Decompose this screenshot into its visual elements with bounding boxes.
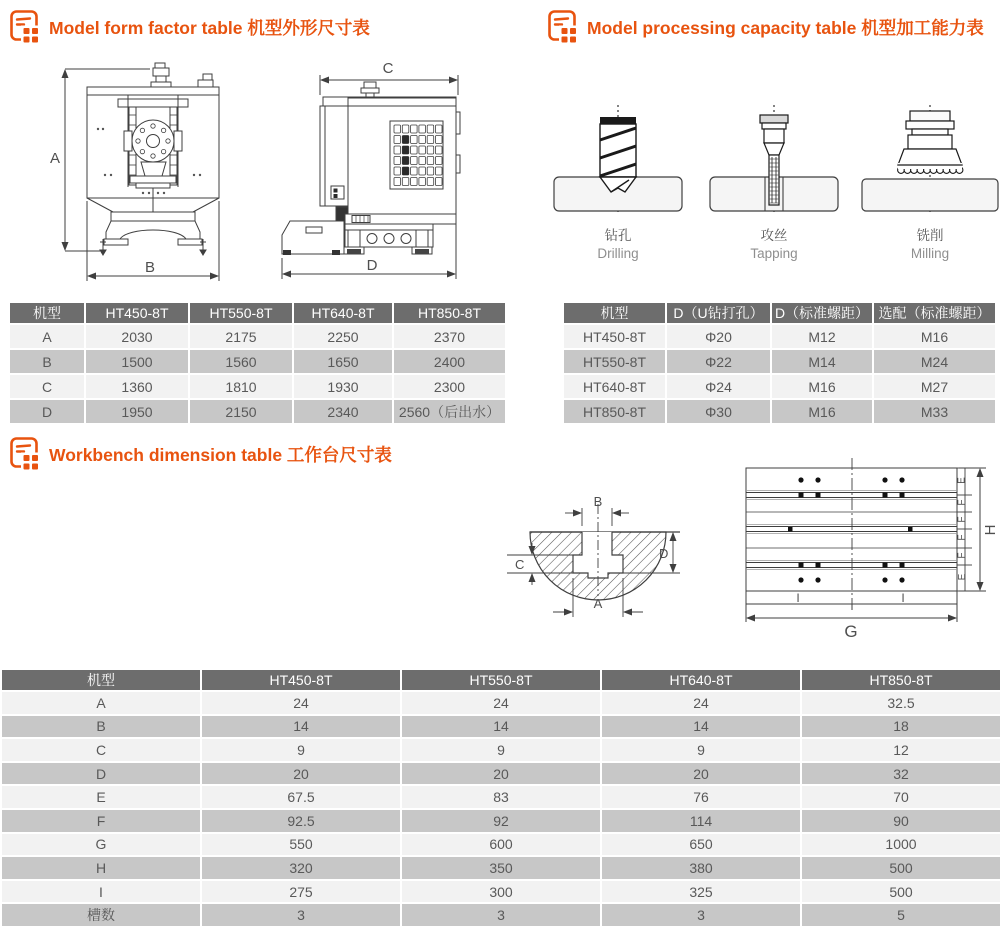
column-header: 机型 xyxy=(9,302,85,324)
column-header: HT850-8T xyxy=(393,302,506,324)
table-cell: 3 xyxy=(201,903,401,927)
table-cell: 550 xyxy=(201,833,401,857)
table-cell: A xyxy=(9,324,85,349)
process-label-zh: 钻孔 xyxy=(604,228,632,243)
process-label-zh: 铣削 xyxy=(916,228,944,243)
milling-item xyxy=(860,103,1000,261)
table-cell: 14 xyxy=(201,715,401,739)
column-header: D（标准螺距） xyxy=(771,302,873,324)
table-cell: 1930 xyxy=(293,374,393,399)
table-cell: 槽数 xyxy=(1,903,201,927)
table-row xyxy=(9,324,506,349)
table-cell: 1810 xyxy=(189,374,293,399)
chain-label: F xyxy=(956,552,968,559)
table-cell: 1000 xyxy=(801,833,1000,857)
process-label-en: Tapping xyxy=(750,246,798,261)
tslot-label-a: A xyxy=(593,596,603,611)
table-cell: M16 xyxy=(771,399,873,424)
table-cell: 2300 xyxy=(393,374,506,399)
process-label-zh: 攻丝 xyxy=(760,228,788,243)
table-cell: B xyxy=(9,349,85,374)
column-header: 机型 xyxy=(1,669,201,691)
table-cell: HT550-8T xyxy=(563,349,666,374)
column-header: HT850-8T xyxy=(801,669,1000,691)
dim-label-a: A xyxy=(50,150,61,167)
tapping-item xyxy=(704,103,844,261)
table-row xyxy=(9,349,506,374)
topview-label-i: I xyxy=(796,591,800,605)
table-cell: 1650 xyxy=(293,349,393,374)
dim-label-b: B xyxy=(144,259,156,276)
table-cell: E xyxy=(1,785,201,809)
table-cell: M16 xyxy=(771,374,873,399)
table-row xyxy=(1,785,1000,809)
workbench-section-title xyxy=(10,437,392,470)
table-header-row xyxy=(1,669,1000,691)
tslot-label-c: C xyxy=(515,557,525,572)
table-cell: 2175 xyxy=(189,324,293,349)
table-cell: 32 xyxy=(801,762,1000,786)
table-cell: 24 xyxy=(201,691,401,715)
tslot-label-b: B xyxy=(593,494,603,509)
table-cell: 24 xyxy=(401,691,601,715)
topview-label-h: H xyxy=(982,524,999,536)
table-cell: 3 xyxy=(401,903,601,927)
process-illustrations xyxy=(548,103,1000,261)
table-row xyxy=(563,349,996,374)
table-cell: 320 xyxy=(201,856,401,880)
table-cell: 1560 xyxy=(189,349,293,374)
table-cell: 90 xyxy=(801,809,1000,833)
table-cell: M12 xyxy=(771,324,873,349)
column-header: HT550-8T xyxy=(189,302,293,324)
topview-label-i: I xyxy=(901,591,905,605)
section-title-text: Model processing capacity table 机型加工能力表 xyxy=(587,18,984,38)
table-cell: 1360 xyxy=(85,374,189,399)
column-header: 机型 xyxy=(563,302,666,324)
table-row xyxy=(563,324,996,349)
table-cell: 20 xyxy=(601,762,801,786)
table-row xyxy=(1,833,1000,857)
tslot-label-d: D xyxy=(659,546,669,561)
table-cell: 2560（后出水） xyxy=(393,399,506,424)
section-title-text: Workbench dimension table 工作台尺寸表 xyxy=(49,445,392,465)
table-doc-icon xyxy=(548,10,578,43)
topview-label-g: G xyxy=(844,622,858,641)
table-row xyxy=(9,374,506,399)
table-cell: M14 xyxy=(771,349,873,374)
table-cell: 600 xyxy=(401,833,601,857)
table-cell: M27 xyxy=(873,374,996,399)
table-cell: 300 xyxy=(401,880,601,904)
form-factor-table xyxy=(8,301,507,425)
table-cell: 18 xyxy=(801,715,1000,739)
column-header: 选配（标准螺距） xyxy=(873,302,996,324)
column-header: HT640-8T xyxy=(601,669,801,691)
table-cell: 14 xyxy=(401,715,601,739)
dim-label-d: D xyxy=(366,257,378,274)
drilling-item xyxy=(548,103,688,261)
table-cell: 92 xyxy=(401,809,601,833)
t-slot-diagram xyxy=(495,460,695,630)
table-cell: 2370 xyxy=(393,324,506,349)
table-cell: 650 xyxy=(601,833,801,857)
table-cell: D xyxy=(9,399,85,424)
tapping-illustration xyxy=(704,103,844,215)
table-cell: C xyxy=(1,738,201,762)
table-cell: 70 xyxy=(801,785,1000,809)
table-row xyxy=(1,738,1000,762)
table-cell: 275 xyxy=(201,880,401,904)
table-cell: Φ24 xyxy=(666,374,771,399)
column-header: HT550-8T xyxy=(401,669,601,691)
process-label-en: Drilling xyxy=(597,246,639,261)
table-row xyxy=(1,691,1000,715)
table-cell: Φ30 xyxy=(666,399,771,424)
table-cell: 83 xyxy=(401,785,601,809)
table-cell: D xyxy=(1,762,201,786)
table-cell: I xyxy=(1,880,201,904)
table-cell: 1950 xyxy=(85,399,189,424)
table-cell: 14 xyxy=(601,715,801,739)
table-cell: 5 xyxy=(801,903,1000,927)
table-row xyxy=(9,399,506,424)
table-cell: HT450-8T xyxy=(563,324,666,349)
table-cell: 12 xyxy=(801,738,1000,762)
table-cell: G xyxy=(1,833,201,857)
table-cell: 2150 xyxy=(189,399,293,424)
dim-label-c: C xyxy=(382,60,394,77)
side-view-drawing xyxy=(268,55,498,295)
table-row xyxy=(563,374,996,399)
table-row xyxy=(1,903,1000,927)
table-cell: 325 xyxy=(601,880,801,904)
table-cell: 3 xyxy=(601,903,801,927)
table-cell: 2400 xyxy=(393,349,506,374)
front-view-drawing xyxy=(10,55,260,295)
table-header-row xyxy=(9,302,506,324)
table-row xyxy=(1,762,1000,786)
chain-label: F xyxy=(956,516,968,523)
chain-label: E xyxy=(956,477,968,484)
table-cell: C xyxy=(9,374,85,399)
workbench-dimension-table xyxy=(0,668,1000,928)
table-cell: M24 xyxy=(873,349,996,374)
table-cell: 114 xyxy=(601,809,801,833)
table-cell: 24 xyxy=(601,691,801,715)
table-cell: 2250 xyxy=(293,324,393,349)
table-cell: B xyxy=(1,715,201,739)
table-cell: 67.5 xyxy=(201,785,401,809)
column-header: D（U钻打孔） xyxy=(666,302,771,324)
table-cell: 2030 xyxy=(85,324,189,349)
column-header: HT450-8T xyxy=(201,669,401,691)
processing-section-title xyxy=(548,10,984,43)
worktable-top-view xyxy=(732,452,1000,657)
table-cell: HT850-8T xyxy=(563,399,666,424)
table-cell: 20 xyxy=(201,762,401,786)
table-cell: 92.5 xyxy=(201,809,401,833)
table-doc-icon xyxy=(10,437,40,470)
chain-label: E xyxy=(957,573,968,581)
table-row xyxy=(1,715,1000,739)
processing-capacity-table xyxy=(562,301,997,425)
milling-illustration xyxy=(860,103,1000,215)
column-header: HT450-8T xyxy=(85,302,189,324)
table-row xyxy=(1,809,1000,833)
drilling-illustration xyxy=(548,103,688,215)
table-cell: 2340 xyxy=(293,399,393,424)
table-cell: F xyxy=(1,809,201,833)
table-cell: M16 xyxy=(873,324,996,349)
table-row xyxy=(1,880,1000,904)
table-cell: 380 xyxy=(601,856,801,880)
table-cell: 9 xyxy=(601,738,801,762)
table-cell: 32.5 xyxy=(801,691,1000,715)
table-cell: HT640-8T xyxy=(563,374,666,399)
table-cell: M33 xyxy=(873,399,996,424)
table-cell: 1500 xyxy=(85,349,189,374)
table-cell: 9 xyxy=(401,738,601,762)
table-header-row xyxy=(563,302,996,324)
column-header: HT640-8T xyxy=(293,302,393,324)
section-title-text: Model form factor table 机型外形尺寸表 xyxy=(49,18,370,38)
table-cell: Φ22 xyxy=(666,349,771,374)
table-cell: 9 xyxy=(201,738,401,762)
table-cell: 76 xyxy=(601,785,801,809)
table-row xyxy=(563,399,996,424)
table-cell: Φ20 xyxy=(666,324,771,349)
process-label-en: Milling xyxy=(910,246,950,261)
table-row xyxy=(1,856,1000,880)
table-doc-icon xyxy=(10,10,40,43)
table-cell: 500 xyxy=(801,880,1000,904)
table-cell: A xyxy=(1,691,201,715)
chain-label: F xyxy=(956,499,968,506)
chain-label: F xyxy=(956,534,968,541)
table-cell: 350 xyxy=(401,856,601,880)
table-cell: 20 xyxy=(401,762,601,786)
table-cell: H xyxy=(1,856,201,880)
table-cell: 500 xyxy=(801,856,1000,880)
form-factor-section-title xyxy=(10,10,370,43)
